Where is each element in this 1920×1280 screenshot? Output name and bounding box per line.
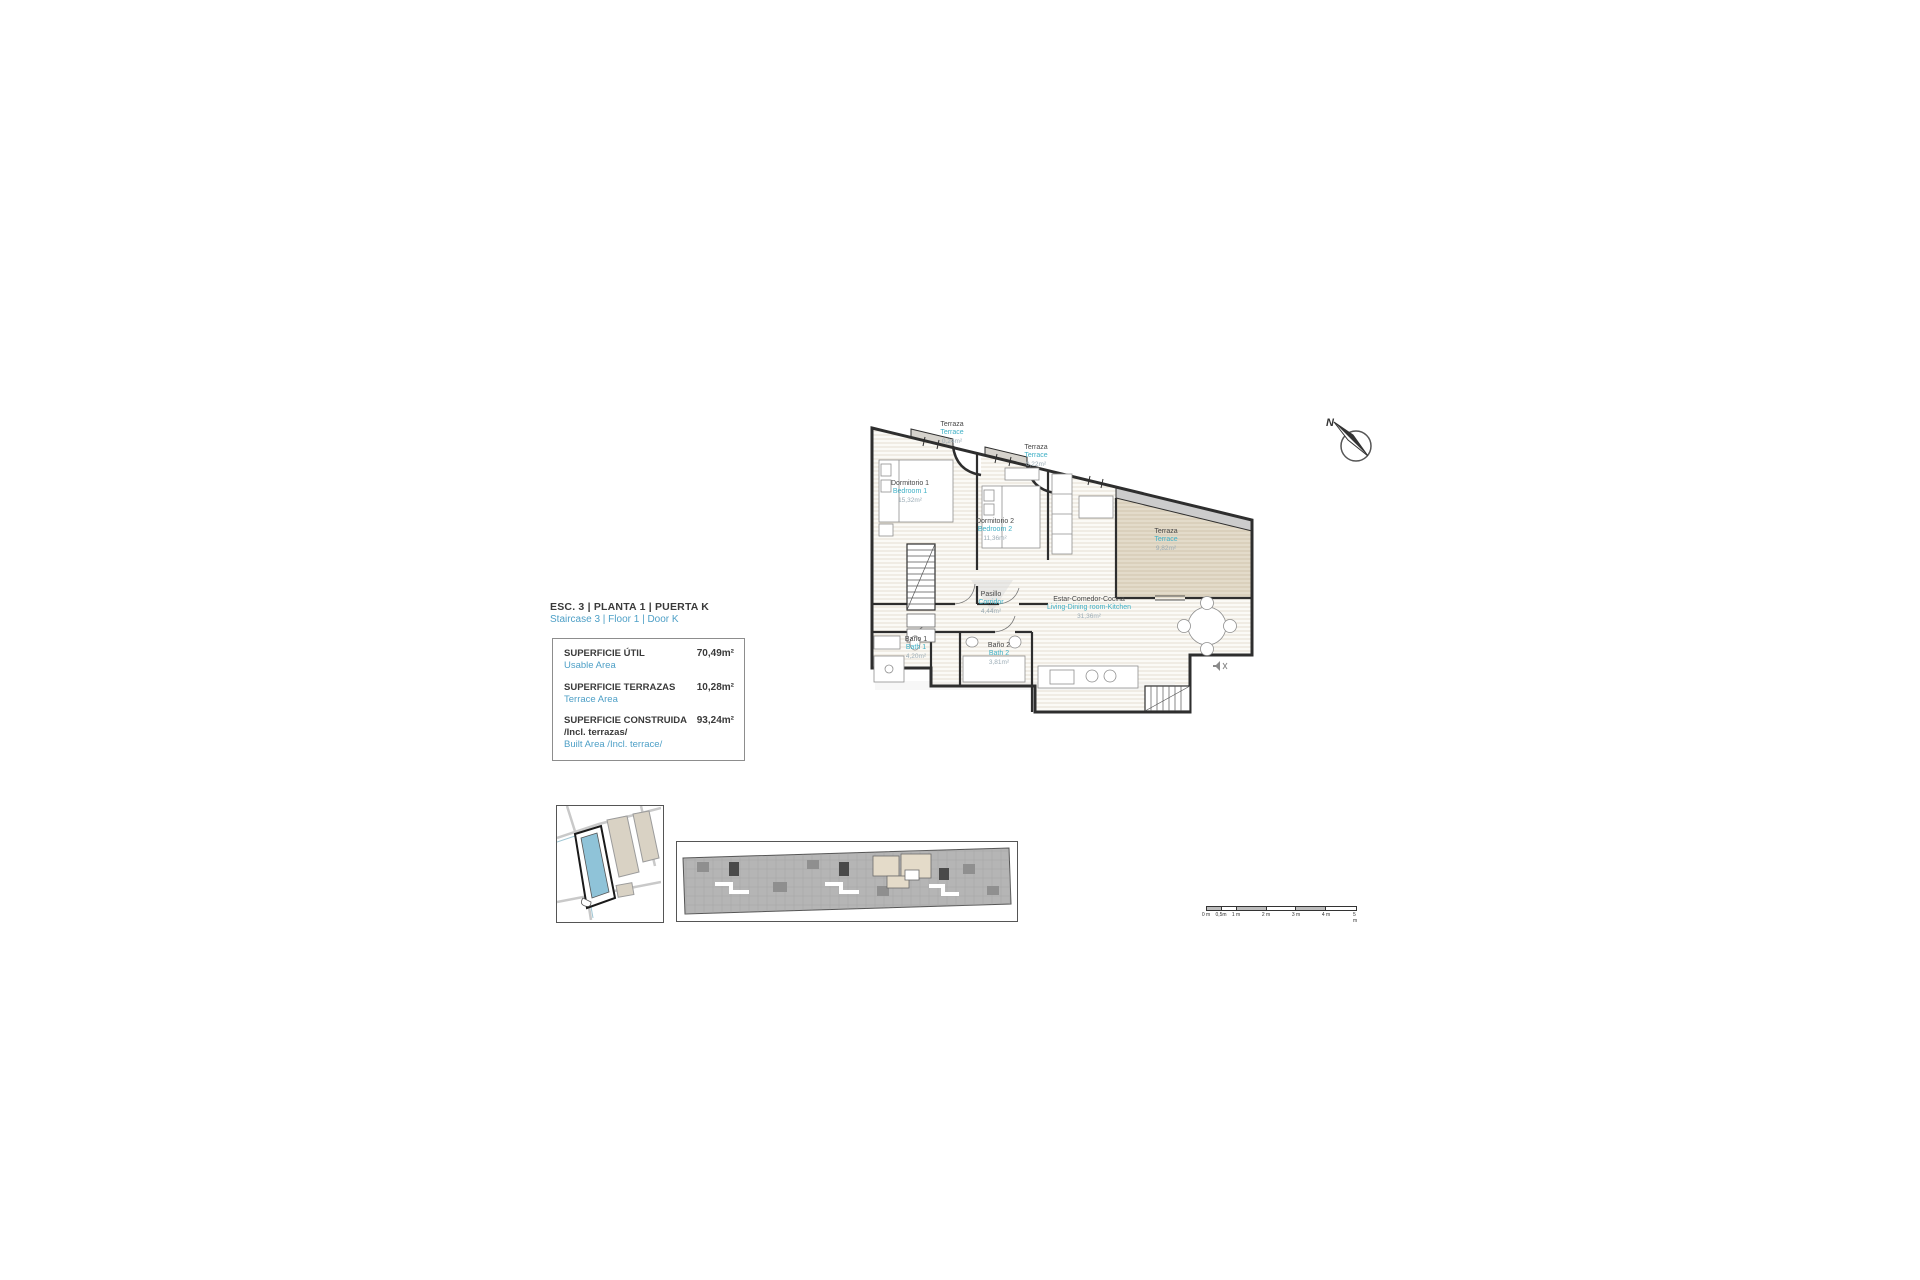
label-terraza-big: Terraza Terrace 9,82m² xyxy=(1154,528,1178,552)
label-terraza-1: Terraza Terrace 0,24m² xyxy=(940,421,964,445)
staircase xyxy=(907,544,935,642)
label-terraza-2: Terraza Terrace 0,22m² xyxy=(1024,444,1048,468)
north-label: N xyxy=(1326,417,1334,429)
area-row-usable xyxy=(564,648,734,673)
area-value: 10,28m² xyxy=(696,681,734,693)
area-value: 93,24m² xyxy=(696,715,734,727)
key-plan-thumbnail xyxy=(676,841,1018,922)
area-value: 70,49m² xyxy=(696,648,734,659)
label-bano-2: Baño 2 Bath 2 3,81m² xyxy=(987,642,1011,666)
site-plan-thumbnail xyxy=(556,805,664,923)
label-pasillo: Pasillo Corridor 4,44m² xyxy=(978,591,1004,615)
areas-table xyxy=(552,638,745,761)
scale-bar xyxy=(1201,906,1362,924)
area-row-built xyxy=(564,715,734,752)
floor-plan-drawing xyxy=(855,410,1275,740)
steps-hatch xyxy=(1145,686,1190,711)
plan-title xyxy=(550,601,709,627)
label-dormitorio-1: Dormitorio 1 Bedroom 1 15,32m² xyxy=(890,480,930,504)
area-label-es2: /Incl. terrazas/ xyxy=(564,727,628,739)
floor-plan xyxy=(855,410,1275,740)
scale-tick: 1 m xyxy=(1231,912,1241,918)
label-bano-1: Baño 1 Bath 1 4,20m² xyxy=(904,636,928,660)
area-label-en: Usable Area xyxy=(564,659,616,671)
area-label-es: SUPERFICIE CONSTRUIDA xyxy=(564,715,687,727)
speaker-icon xyxy=(1213,661,1227,671)
area-label-en: Built Area /Incl. terrace/ xyxy=(564,739,663,751)
plan-title-english: Staircase 3 | Floor 1 | Door K xyxy=(550,614,679,626)
north-arrow xyxy=(1322,410,1382,470)
scale-tick: 2 m xyxy=(1261,912,1271,918)
scale-tick: 0,5m xyxy=(1215,912,1227,918)
area-label-es: SUPERFICIE TERRAZAS xyxy=(564,681,676,693)
area-label-en: Terrace Area xyxy=(564,693,618,705)
scale-tick: 0 m xyxy=(1201,912,1211,918)
label-dormitorio-2: Dormitorio 2 Bedroom 2 11,36m² xyxy=(975,518,1015,542)
scale-tick: 3 m xyxy=(1291,912,1301,918)
label-estar-comedor-cocina: Estar-Comedor-Cocina Living-Dining room-Kitchen 31,36m² xyxy=(1046,596,1132,620)
scale-tick: 5 m xyxy=(1353,912,1358,924)
plan-title-spanish: ESC. 3 | PLANTA 1 | PUERTA K xyxy=(550,601,710,613)
area-row-terrace xyxy=(564,682,734,707)
scale-tick: 4 m xyxy=(1321,912,1331,918)
area-label-es: SUPERFICIE ÚTIL xyxy=(564,648,645,659)
